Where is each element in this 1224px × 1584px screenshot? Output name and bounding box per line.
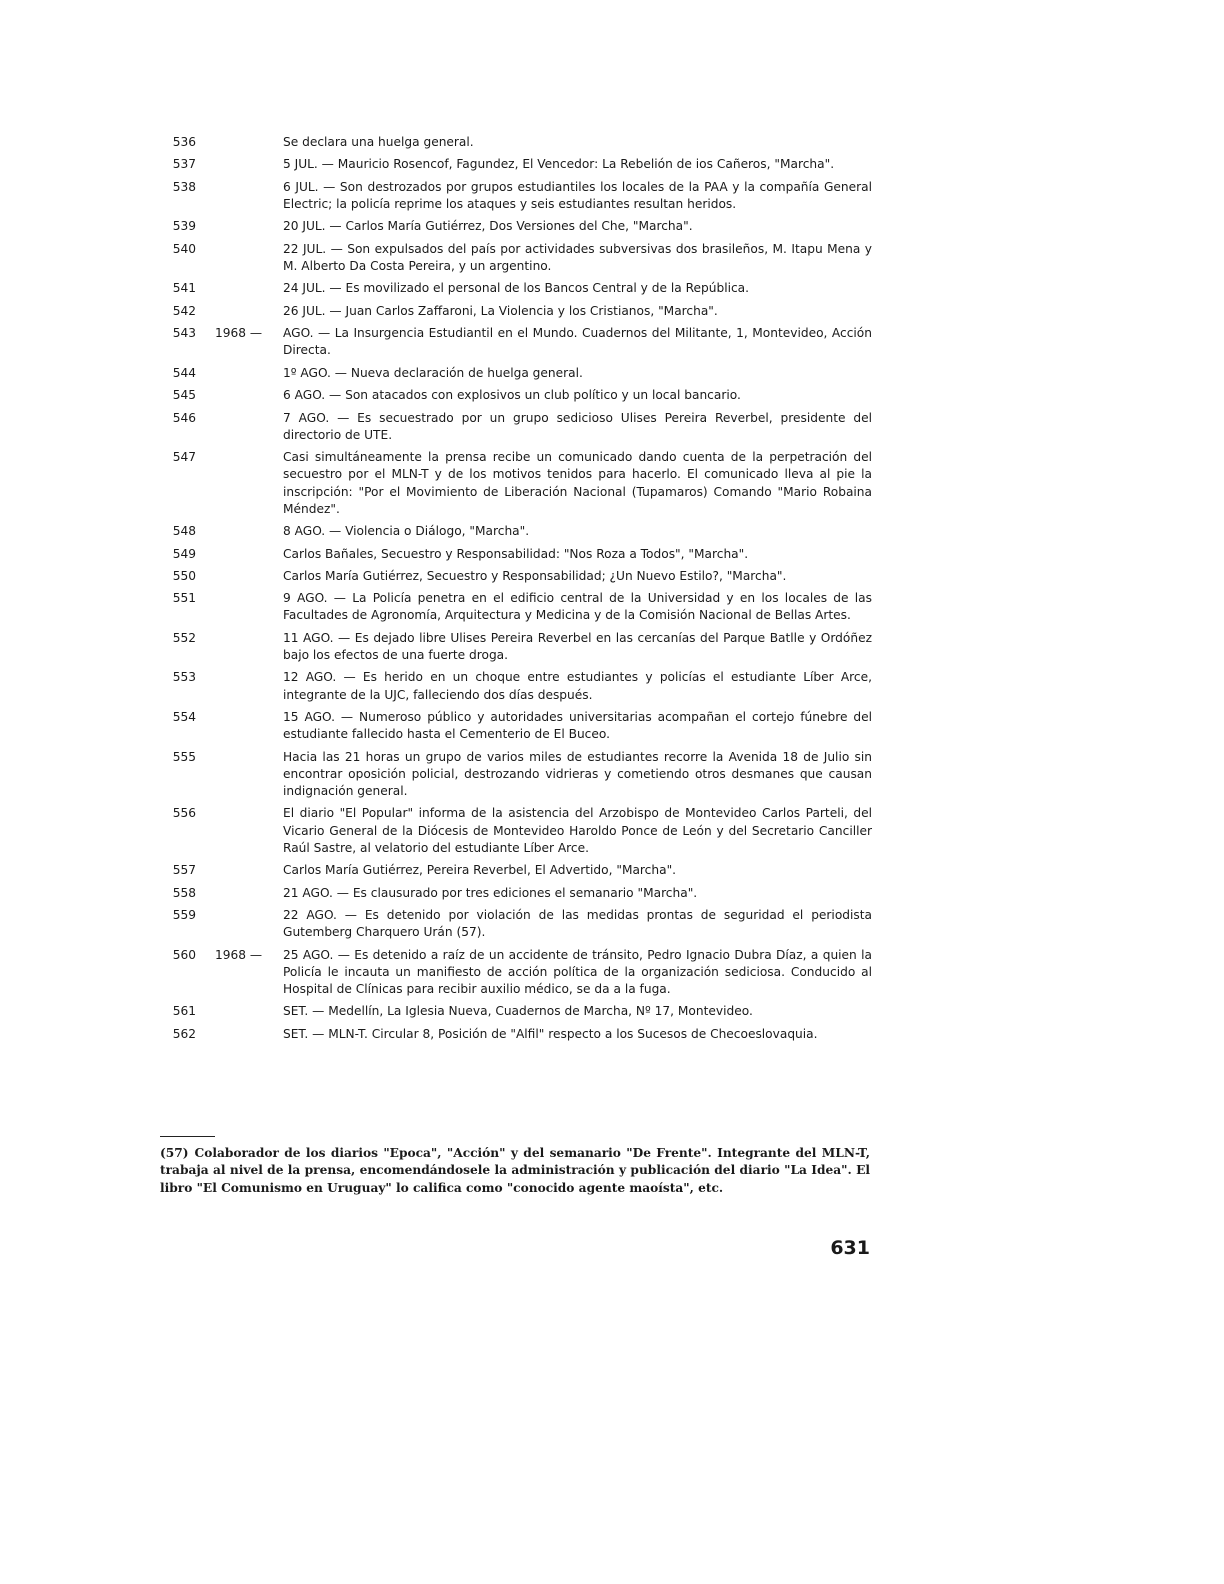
entry-text: 22 AGO. — Es detenido por violación de las medidas prontas de seguridad el periodista Gutemberg Charquero Urán (57).: [283, 908, 872, 940]
chronology-entry: [160, 325, 872, 359]
chronology-entry: [160, 749, 872, 801]
entry-text: Hacia las 21 horas un grupo de varios miles de estudiantes recorre la Avenida 18 de Julio sin encontrar oposición policial, destrozando vidrieras y cometiendo otros desmanes que causan indignación general.: [283, 749, 872, 799]
chronology-entry: [160, 885, 872, 902]
entry-text: 8 AGO. — Violencia o Diálogo, "Marcha".: [283, 524, 530, 539]
entry-number: 548: [172, 524, 196, 539]
entry-number: 561: [172, 1004, 196, 1019]
footnote: [160, 1145, 870, 1197]
entry-number: 550: [172, 568, 196, 583]
chronology-entry: [160, 365, 872, 382]
entry-number: 544: [172, 365, 196, 380]
entry-year: 1968 —: [215, 947, 263, 962]
chronology-entry: [160, 568, 872, 585]
chronology-entry: [160, 241, 872, 275]
entry-text: 11 AGO. — Es dejado libre Ulises Pereira Reverbel en las cercanías del Parque Batlle y Ordóñez bajo los efectos de una fuerte droga.: [283, 630, 872, 663]
entry-year: 1968 —: [215, 326, 263, 341]
chronology-entry: [160, 709, 872, 743]
entry-text: 7 AGO. — Es secuestrado por un grupo sedicioso Ulises Pereira Reverbel, presidente del directorio de UTE.: [283, 410, 872, 442]
entry-text: 15 AGO. — Numeroso público y autoridades universitarias acompañan el cortejo fúnebre del estudiante fallecido hasta el Cementerio de El Buceo.: [283, 710, 872, 742]
chronology-entry: [160, 1003, 872, 1020]
entry-number: 542: [172, 303, 196, 318]
chronology-entry: [160, 134, 872, 151]
entry-text: 6 AGO. — Son atacados con explosivos un club político y un local bancario.: [283, 388, 741, 403]
entry-text: 26 JUL. — Juan Carlos Zaffaroni, La Violencia y los Cristianos, "Marcha".: [283, 303, 718, 318]
chronology-entry: [160, 449, 872, 518]
entry-number: 536: [172, 135, 196, 149]
entry-text: 12 AGO. — Es herido en un choque entre estudiantes y policías el estudiante Líber Arce, integrante de la UJC, falleciendo dos días después.: [283, 670, 872, 702]
entry-text: 20 JUL. — Carlos María Gutiérrez, Dos Versiones del Che, "Marcha".: [283, 219, 693, 234]
chronology-entry: [160, 630, 872, 664]
chronology-entry: [160, 546, 872, 563]
entry-text: 6 JUL. — Son destrozados por grupos estudiantiles los locales de la PAA y la compañía General Electric; la policía reprime los ataques y seis estudiantes resultan heridos.: [283, 179, 872, 211]
chronology-entry: [160, 805, 872, 857]
entry-number: 549: [172, 546, 196, 561]
chronology-entry: [160, 179, 872, 213]
chronology-entry: [160, 156, 872, 173]
entry-text: AGO. — La Insurgencia Estudiantil en el Mundo. Cuadernos del Militante, 1, Montevideo, Acción Directa.: [283, 326, 872, 358]
entry-number: 551: [172, 591, 196, 606]
chronology-list: [160, 134, 872, 1048]
entry-number: 539: [172, 219, 196, 234]
chronology-entry: [160, 907, 872, 941]
footnote-marker: (57): [160, 1146, 189, 1160]
entry-text: 25 AGO. — Es detenido a raíz de un accidente de tránsito, Pedro Ignacio Dubra Díaz, a quien la Policía le incauta un manifiesto de acción política de la organización sediciosa. Conducido al Hospital de Clínicas para recibir auxilio médico, se da a la fuga.: [283, 947, 872, 997]
entry-number: 543: [172, 326, 196, 341]
chronology-entry: [160, 218, 872, 235]
entry-text: 22 JUL. — Son expulsados del país por actividades subversivas dos brasileños, M. Itapu Mena y M. Alberto Da Costa Pereira, y un argentino.: [283, 241, 872, 273]
entry-number: 557: [172, 863, 196, 878]
chronology-entry: [160, 410, 872, 444]
entry-number: 547: [172, 450, 196, 465]
page-number: 631: [830, 1237, 870, 1259]
entry-text: 1º AGO. — Nueva declaración de huelga general.: [283, 365, 583, 380]
entry-number: 554: [172, 710, 196, 725]
chronology-entry: [160, 669, 872, 703]
entry-number: 555: [172, 749, 196, 764]
entry-text: Carlos María Gutiérrez, Secuestro y Responsabilidad; ¿Un Nuevo Estilo?, "Marcha".: [283, 568, 787, 583]
entry-text: El diario "El Popular" informa de la asistencia del Arzobispo de Montevideo Carlos Parteli, del Vicario General de la Diócesis de Montevideo Haroldo Ponce de León y del Secretario Canciller Raúl Sastre, al velatorio del estudiante Líber Arce.: [283, 806, 872, 855]
entry-text: SET. — MLN-T. Circular 8, Posición de "Alfil" respecto a los Sucesos de Checoeslovaquia.: [283, 1026, 818, 1041]
entry-number: 546: [172, 410, 196, 425]
entry-number: 556: [172, 806, 196, 821]
entry-text: SET. — Medellín, La Iglesia Nueva, Cuadernos de Marcha, Nº 17, Montevideo.: [283, 1004, 753, 1019]
footnote-rule: [160, 1136, 215, 1137]
chronology-entry: [160, 1026, 872, 1043]
entry-number: 552: [172, 630, 196, 645]
entry-number: 559: [172, 908, 196, 923]
entry-number: 540: [172, 241, 196, 256]
entry-text: 9 AGO. — La Policía penetra en el edificio central de la Universidad y en los locales de las Facultades de Agronomía, Arquitectura y Medicina y de la Comisión Nacional de Bellas Artes.: [283, 591, 872, 623]
entry-number: 558: [172, 885, 196, 900]
entry-text: Carlos María Gutiérrez, Pereira Reverbel, El Advertido, "Marcha".: [283, 863, 677, 878]
chronology-entry: [160, 862, 872, 879]
entry-text: Carlos Bañales, Secuestro y Responsabilidad: "Nos Roza a Todos", "Marcha".: [283, 546, 749, 561]
entry-text: 21 AGO. — Es clausurado por tres ediciones el semanario "Marcha".: [283, 885, 698, 900]
chronology-entry: [160, 523, 872, 540]
entry-number: 545: [172, 388, 196, 403]
entry-number: 553: [172, 670, 196, 685]
entry-text: 24 JUL. — Es movilizado el personal de los Bancos Central y de la República.: [283, 281, 750, 296]
chronology-entry: [160, 303, 872, 320]
entry-text: Casi simultáneamente la prensa recibe un comunicado dando cuenta de la perpetración del secuestro por el MLN-T y de los motivos tenidos para hacerlo. El comunicado lleva al pie la inscripción: "Por el Movimiento de Liberación Nacional (Tupamaros) Comando "Mario Robaina Méndez".: [283, 450, 872, 516]
chronology-entry: [160, 280, 872, 297]
entry-text: Se declara una huelga general.: [283, 135, 474, 149]
footnote-text: Colaborador de los diarios "Epoca", "Acción" y del semanario "De Frente". Integrante del MLN-T, trabaja al nivel de la prensa, encomendándosele la administración y publicación del diario "La Idea". El libro "El Comunismo en Uruguay" lo califica como "conocido agente maoísta", etc.: [160, 1146, 870, 1195]
chronology-entry: [160, 387, 872, 404]
entry-number: 538: [172, 179, 196, 194]
entry-number: 541: [172, 281, 196, 296]
entry-number: 537: [172, 157, 196, 172]
entry-text: 5 JUL. — Mauricio Rosencof, Fagundez, El Vencedor: La Rebelión de ios Cañeros, "Marcha".: [283, 157, 835, 172]
chronology-entry: [160, 590, 872, 624]
entry-number: 560: [172, 947, 196, 962]
entry-number: 562: [172, 1026, 196, 1041]
chronology-entry: [160, 947, 872, 999]
